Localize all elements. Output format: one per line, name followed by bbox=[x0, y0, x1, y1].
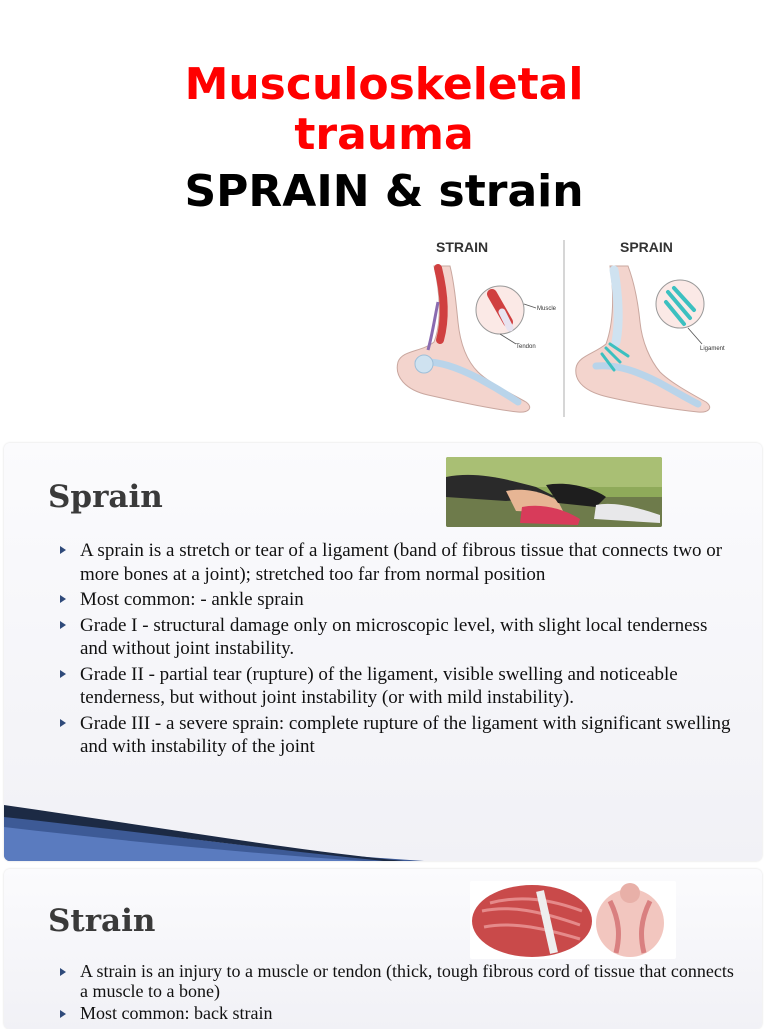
ankle-injury-photo bbox=[446, 457, 662, 527]
list-item: Most common: back strain bbox=[56, 1003, 736, 1023]
slide-subtitle: SPRAIN & strain bbox=[184, 166, 584, 217]
slide-title-line2: trauma bbox=[294, 109, 474, 160]
title-slide bbox=[0, 0, 768, 432]
back-muscle-anatomy-image bbox=[470, 881, 676, 959]
sprain-foot-icon bbox=[576, 266, 725, 412]
strain-sprain-foot-illustration bbox=[388, 232, 738, 422]
list-item: Grade III - a severe sprain: complete rupture of the ligament with significant swelling and with instability of the joint bbox=[56, 712, 736, 759]
list-item: A strain is an injury to a muscle or tendon (thick, tough fibrous cord of tissue that connects a muscle to a bone) bbox=[56, 961, 736, 1001]
list-item: A sprain is a stretch or tear of a ligament (band of fibrous tissue that connects two or more bones at a joint); stretched too far from normal position bbox=[56, 539, 736, 586]
illus-label-strain: STRAIN bbox=[436, 239, 489, 255]
bullet-arrow-icon bbox=[60, 968, 66, 976]
strain-foot-icon bbox=[397, 266, 556, 412]
sprain-heading: Sprain bbox=[48, 479, 163, 515]
strain-slide bbox=[4, 869, 762, 1029]
bullet-arrow-icon bbox=[60, 595, 66, 603]
bullet-arrow-icon bbox=[60, 621, 66, 629]
callout-tendon: Tendon bbox=[516, 344, 536, 350]
slide-title-line1: Musculoskeletal bbox=[184, 59, 584, 110]
callout-ligament: Ligament bbox=[700, 346, 725, 352]
bullet-arrow-icon bbox=[60, 1010, 66, 1018]
decorative-swoosh bbox=[4, 791, 424, 861]
strain-bullet-list bbox=[56, 961, 736, 1025]
bullet-arrow-icon bbox=[60, 670, 66, 678]
strain-heading: Strain bbox=[48, 903, 156, 939]
bullet-arrow-icon bbox=[60, 719, 66, 727]
sprain-slide bbox=[4, 443, 762, 861]
illus-label-sprain: SPRAIN bbox=[620, 239, 673, 255]
bullet-arrow-icon bbox=[60, 546, 66, 554]
sprain-bullet-list bbox=[56, 539, 736, 761]
list-item: Grade I - structural damage only on microscopic level, with slight local tenderness and without joint instability. bbox=[56, 614, 736, 661]
callout-muscle: Muscle bbox=[537, 306, 557, 312]
list-item: Most common: - ankle sprain bbox=[56, 588, 736, 612]
list-item: Grade II - partial tear (rupture) of the ligament, visible swelling and noticeable tenderness, but without joint instability (or with mild instability). bbox=[56, 663, 736, 710]
